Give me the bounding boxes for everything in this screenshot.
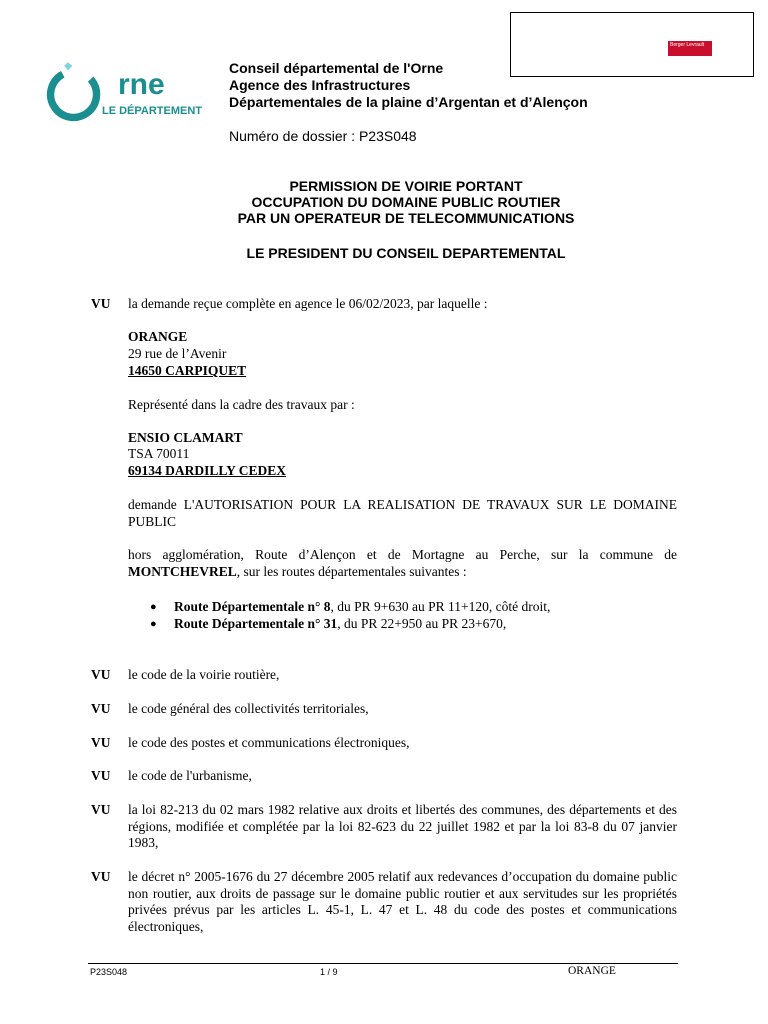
footer-company: ORANGE	[568, 965, 616, 977]
vu-item: le code de la voirie routière,	[128, 667, 280, 682]
represented-by: Représenté dans la cadre des travaux par :	[128, 397, 355, 412]
president-heading: LE PRESIDENT DU CONSEIL DEPARTEMENTAL	[246, 245, 566, 261]
route-name: Route Départementale n° 8	[174, 599, 331, 614]
route-name: Route Départementale n° 31	[174, 616, 338, 631]
representative-city: 69134 DARDILLY CEDEX	[128, 463, 287, 478]
demande-intro: la demande reçue complète en agence le 06/02/2023, par laquelle :	[128, 296, 488, 311]
issuer-line-1: Conseil départemental de l'Orne	[229, 60, 444, 76]
vu-label: VU	[91, 701, 111, 716]
route-item	[150, 599, 550, 616]
footer-dossier: P23S048	[90, 967, 128, 977]
representative-name: ENSIO CLAMART	[128, 430, 243, 445]
location-pre: hors agglomération, Route d’Alençon et de Mortagne au Perche, sur la commune de	[128, 547, 677, 562]
representative-box: TSA 70011	[128, 446, 190, 461]
vu-item: le code général des collectivités territoriales,	[128, 701, 369, 716]
vu-label: VU	[91, 802, 111, 817]
vu-item: la loi 82-213 du 02 mars 1982 relative aux droits et libertés des communes, des départements et des régions, modifiée et complétée par la loi 82-623 du 22 juillet 1982 et par la loi 83-8 du 07 janvier 1983,	[128, 802, 677, 850]
berger-levrault-logo: Berger Levrault	[668, 41, 712, 56]
vu-label: VU	[91, 869, 111, 884]
orne-logo-mark-icon	[46, 60, 116, 130]
applicant-city: 14650 CARPIQUET	[128, 363, 247, 378]
route-detail: , du PR 22+950 au PR 23+670,	[337, 616, 507, 631]
title-line-2: OCCUPATION DU DOMAINE PUBLIC ROUTIER	[251, 194, 561, 210]
vu-item: le code de l'urbanisme,	[128, 768, 252, 783]
vu-label: VU	[91, 768, 111, 783]
vu-item: le décret n° 2005-1676 du 27 décembre 2005 relatif aux redevances d’occupation du domaine public non routier, aux droits de passage sur le domaine public routier et aux servitudes sur les propriétés privées prévus par les articles L. 45-1, L. 47 et L. 48 du code des postes et communications électroniques,	[128, 869, 677, 934]
document-title	[90, 178, 722, 226]
orne-logo	[46, 60, 216, 130]
bullet-icon: ●	[150, 618, 157, 630]
vu-label: VU	[91, 735, 111, 750]
location-text	[128, 547, 677, 580]
title-line-3: PAR UN OPERATEUR DE TELECOMMUNICATIONS	[237, 210, 575, 226]
dossier-number: Numéro de dossier : P23S048	[229, 128, 417, 144]
route-item	[150, 616, 506, 633]
location-post: , sur les routes départementales suivantes :	[236, 563, 467, 579]
applicant-name: ORANGE	[128, 329, 188, 344]
logo-word: rne	[118, 68, 165, 101]
vu-item: le code des postes et communications électroniques,	[128, 735, 410, 750]
vu-label: VU	[91, 296, 111, 311]
issuer-line-2: Agence des Infrastructures	[229, 77, 411, 93]
issuer-line-3: Départementales de la plaine d’Argentan et d’Alençon	[229, 94, 588, 110]
route-detail: , du PR 9+630 au PR 11+120, côté droit,	[330, 599, 551, 614]
request-text: demande L'AUTORISATION POUR LA REALISATION DE TRAVAUX SUR LE DOMAINE PUBLIC	[128, 497, 677, 529]
representative-city-row	[128, 463, 677, 480]
footer-page-number: 1 / 9	[320, 967, 338, 977]
applicant-street: 29 rue de l’Avenir	[128, 346, 227, 361]
commune-name: MONTCHEVREL	[128, 563, 237, 579]
bullet-icon: ●	[150, 601, 157, 613]
applicant-city-row	[128, 363, 677, 380]
stamp-box	[510, 12, 754, 77]
title-line-1: PERMISSION DE VOIRIE PORTANT	[289, 178, 523, 194]
logo-subtitle: LE DÉPARTEMENT	[102, 105, 203, 117]
footer-divider	[88, 963, 678, 964]
vu-label: VU	[91, 667, 111, 682]
